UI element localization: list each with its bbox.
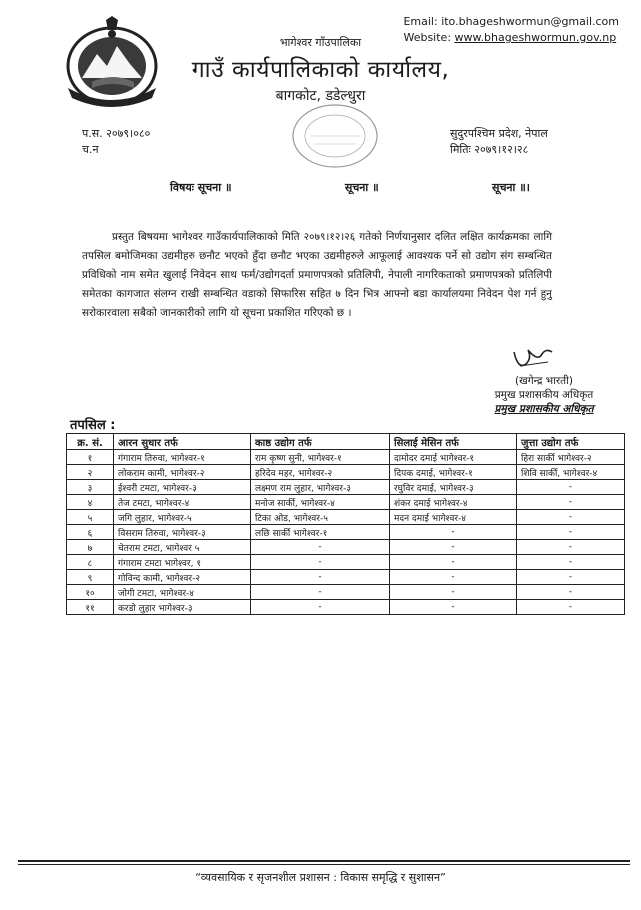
row-serial: २	[67, 465, 114, 480]
table-cell: -	[517, 585, 625, 600]
table-cell: -	[390, 570, 517, 585]
row-serial: ३	[67, 480, 114, 495]
table-cell: गंगाराम तिरुवा, भागेश्वर-१	[114, 450, 251, 465]
table-row	[67, 600, 625, 615]
reference-block	[82, 126, 150, 158]
table-cell: दिपक दमाई, भागेश्वर-१	[390, 465, 517, 480]
table-cell: -	[251, 555, 390, 570]
table-cell: मदन दमाई भागेश्वर-४	[390, 510, 517, 525]
table-cell: राम कृष्ण सुनी, भागेश्वर-१	[251, 450, 390, 465]
table-cell: -	[251, 600, 390, 615]
table-row	[67, 510, 625, 525]
table-row	[67, 570, 625, 585]
table-cell: शिवि सार्की, भागेश्वर-४	[517, 465, 625, 480]
row-serial: १	[67, 450, 114, 465]
table-cell: -	[390, 555, 517, 570]
row-serial: ११	[67, 600, 114, 615]
col-header-aran: आरन सुधार तर्फ	[114, 434, 251, 450]
notice-body: प्रस्तुत बिषयमा भागेश्वर गाउँकार्यपालिकाको मिति २०७९।१२।२६ गतेको निर्णयानुसार दलित लक्षित कार्यक्रमका लागि तपसिल बमोजिमका उद्यमीहरु छनौट भएको हुँदा छनौट भएका उद्यमीहरुले आफूलाई आवश्यक पर्ने सो उद्योग संग सम्बन्धित प्रविधिको नाम समेत खुलाई निवेदन साथ फर्म/उद्योगदर्ता प्रमाणपत्रको प्रतिलिपी, नेपाली नागरिकताको प्रमाणपत्रको प्रतिलिपी समेतका कागजात संलग्न राखी सम्बन्धित वडाको सिफारिस सहित ७ दिन भित्र आफ्नो बडा कार्यालयमा निवेदन पेश गर्न हुनु सरोकारवाला सबैको जानकारीको लागि यो सूचना प्रकाशित गरिएको छ ।	[82, 231, 552, 319]
province-block	[450, 126, 548, 158]
table-row	[67, 480, 625, 495]
office-title: गाउँ कार्यपालिकाको कार्यालय,	[191, 57, 450, 83]
table-cell: हरिदेव महर, भागेश्वर-२	[251, 465, 390, 480]
table-cell: -	[390, 525, 517, 540]
table-cell: -	[517, 495, 625, 510]
table-row	[67, 495, 625, 510]
subject-line	[170, 180, 530, 195]
table-cell: -	[390, 540, 517, 555]
row-serial: ६	[67, 525, 114, 540]
table-cell: जोगी टमटा, भागेश्वर-४	[114, 585, 251, 600]
table-header-row	[67, 434, 625, 450]
row-serial: ९	[67, 570, 114, 585]
table-cell: हिरा सार्की भागेश्वर-२	[517, 450, 625, 465]
table-cell: तेज टमटा, भागेश्वर-४	[114, 495, 251, 510]
table-row	[67, 450, 625, 465]
table-cell: चेतराम टमटा, भागेश्वर ५	[114, 540, 251, 555]
table-row	[67, 465, 625, 480]
table-row	[67, 555, 625, 570]
issue-date: मितिः २०७९।१२।२८	[450, 143, 529, 156]
municipality-name: भागेश्वर गाँउपालिका	[279, 36, 362, 49]
table-cell: ईश्वरी टमटा, भागेश्वर-३	[114, 480, 251, 495]
footer-divider-thin	[18, 864, 630, 865]
office-stamp-icon	[290, 102, 380, 170]
table-cell: दामोदर दमाई भागेश्वर-१	[390, 450, 517, 465]
table-cell: -	[251, 540, 390, 555]
table-cell: लछि सार्की भागेश्वर-१	[251, 525, 390, 540]
province-name: सुदुरपश्चिम प्रदेश, नेपाल	[450, 127, 548, 140]
table-cell: करडो लुहार भागेश्वर-३	[114, 600, 251, 615]
table-cell: -	[517, 480, 625, 495]
signatory-title: प्रमुख प्रशासकीय अधिकृत	[494, 389, 594, 401]
table-cell: -	[517, 510, 625, 525]
table-cell: लोकराम कामी, भागेश्वर-२	[114, 465, 251, 480]
signatory-stamp-title: प्रमुख प्रशासकीय अधिकृत	[494, 403, 594, 415]
col-header-serial: क्र. सं.	[67, 434, 114, 450]
table-row	[67, 585, 625, 600]
table-cell: -	[517, 540, 625, 555]
details-caption: तपसिल :	[70, 418, 116, 433]
dispatch-number: च.न	[82, 143, 99, 156]
table-cell: गंगाराम टमटा भागेश्वर, १	[114, 555, 251, 570]
subject-item-3: सूचना ॥।	[492, 181, 530, 194]
table-cell: जगि लुहार, भागेश्वर-५	[114, 510, 251, 525]
website-link[interactable]: www.bhageshwormun.gov.np	[454, 31, 617, 44]
table-cell: लक्ष्मण राम लुहार, भागेश्वर-३	[251, 480, 390, 495]
row-serial: ७	[67, 540, 114, 555]
col-header-sewing: सिलाई मेसिन तर्फ	[390, 434, 517, 450]
table-row	[67, 540, 625, 555]
table-cell: रघुविर दमाई, भागेश्वर-३	[390, 480, 517, 495]
footer-motto: “व्यवसायिक र सृजनशील प्रशासन : विकास समृद्धि र सुशासन”	[195, 871, 446, 884]
col-header-wood: काष्ठ उद्योग तर्फ	[251, 434, 390, 450]
reference-number: प.स. २०७९।०८०	[82, 127, 151, 140]
row-serial: १०	[67, 585, 114, 600]
table-cell: -	[390, 600, 517, 615]
table-cell: -	[517, 555, 625, 570]
subject-item-1: विषयः सूचना ॥	[170, 181, 232, 194]
signatory-name: (खगेन्द्र भारती)	[515, 375, 573, 387]
beneficiary-table	[66, 433, 625, 615]
table-cell: टिका ओड, भागेश्वर-५	[251, 510, 390, 525]
row-serial: ५	[67, 510, 114, 525]
subject-item-2: सूचना ॥	[344, 181, 379, 194]
col-header-shoe: जुत्ता उद्योग तर्फ	[517, 434, 625, 450]
signatory-block	[484, 374, 604, 416]
table-row	[67, 525, 625, 540]
row-serial: ४	[67, 495, 114, 510]
table-cell: -	[517, 570, 625, 585]
signature-icon	[508, 344, 558, 372]
office-address: बागकोट, डडेल्धुरा	[275, 88, 366, 104]
table-body	[67, 450, 625, 615]
email-text: Email: ito.bhageshwormun@gmail.com	[403, 15, 619, 28]
table-cell: -	[517, 600, 625, 615]
table-cell: -	[517, 525, 625, 540]
website-label: Website:	[403, 31, 455, 44]
row-serial: ८	[67, 555, 114, 570]
table-cell: -	[390, 585, 517, 600]
table-cell: शंकर दमाई भागेश्वर-४	[390, 495, 517, 510]
table-cell: गोविन्द कामी, भागेश्वर-२	[114, 570, 251, 585]
footer-divider	[18, 860, 630, 862]
table-cell: -	[251, 585, 390, 600]
table-cell: विसराम तिरुवा, भागेश्वर-३	[114, 525, 251, 540]
table-cell: मनोज सार्की, भागेश्वर-४	[251, 495, 390, 510]
table-cell: -	[251, 570, 390, 585]
